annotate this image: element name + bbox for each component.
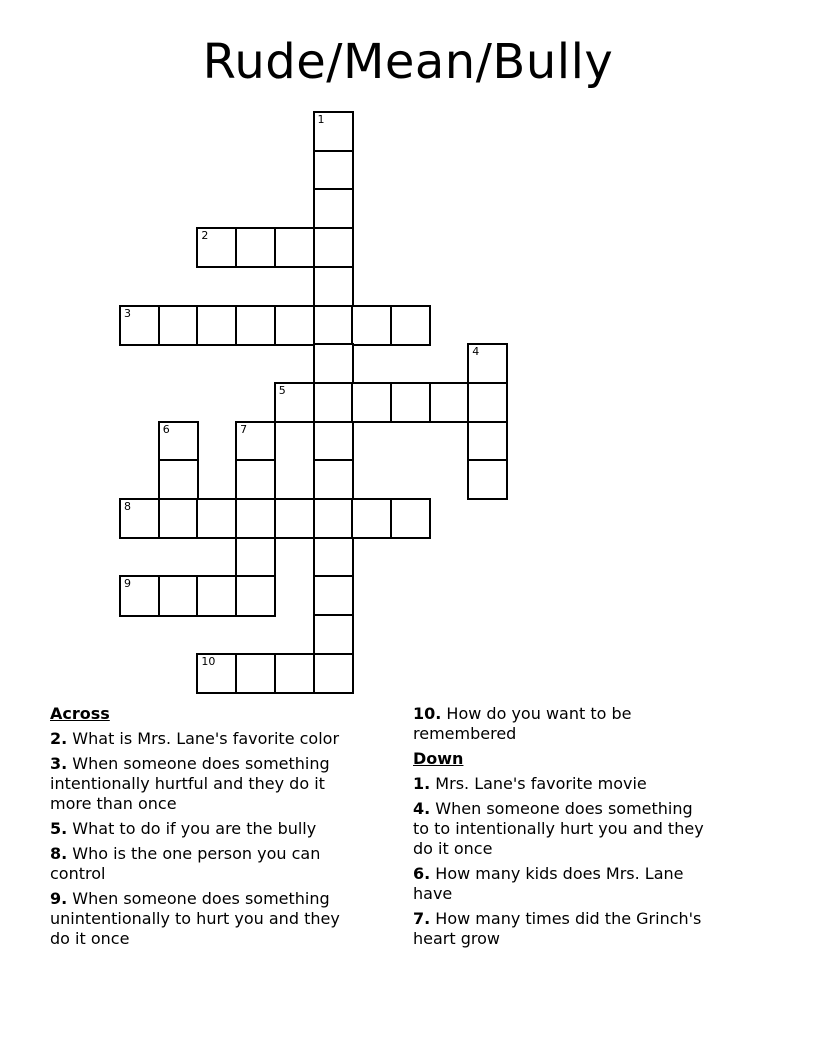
clue-line: remembered — [413, 724, 517, 743]
clue-line: do it once — [413, 839, 493, 858]
grid-cell[interactable] — [235, 227, 276, 268]
grid-cell[interactable] — [313, 498, 354, 539]
page-title: Rude/Mean/Bully — [202, 34, 614, 90]
grid-cell[interactable] — [235, 459, 276, 500]
clue-item — [50, 729, 400, 749]
clue-number: 8. — [50, 844, 68, 863]
cell-number: 8 — [124, 500, 131, 513]
grid-cell[interactable] — [390, 305, 431, 346]
grid-cell[interactable] — [390, 382, 431, 423]
grid-cell[interactable] — [158, 421, 199, 462]
cell-number: 4 — [472, 345, 480, 359]
clue-item — [413, 704, 763, 744]
grid-cell[interactable] — [274, 498, 315, 539]
grid-cell[interactable] — [196, 498, 237, 539]
cell-number: 1 — [317, 113, 325, 126]
grid-cell[interactable] — [313, 614, 354, 655]
clue-line: 10. How do you want to be — [413, 704, 632, 723]
clues-left-column — [50, 704, 400, 954]
grid-cell[interactable] — [467, 382, 508, 423]
grid-cell[interactable] — [158, 498, 199, 539]
grid-cell[interactable] — [119, 575, 160, 616]
grid-cell[interactable] — [313, 382, 354, 423]
across-clue-overflow-list — [413, 704, 763, 744]
clue-item — [50, 844, 400, 884]
cell-number: 6 — [162, 422, 170, 436]
grid-cell[interactable] — [313, 305, 354, 346]
grid-cell[interactable] — [196, 575, 237, 616]
grid-cell[interactable] — [158, 305, 199, 346]
grid-cell[interactable] — [235, 575, 276, 616]
clue-number: 1. — [413, 774, 431, 793]
clue-line: unintentionally to hurt you and they — [50, 909, 340, 928]
grid-cell[interactable] — [351, 382, 392, 423]
grid-cell[interactable] — [158, 459, 199, 500]
clue-number: 2. — [50, 729, 68, 748]
grid-cell[interactable] — [235, 653, 276, 694]
grid-cell[interactable] — [235, 537, 276, 578]
grid-cell[interactable] — [119, 305, 160, 346]
clue-number: 10. — [413, 704, 442, 723]
clue-number: 3. — [50, 754, 68, 773]
cell-number: 5 — [278, 383, 286, 397]
grid-cell[interactable] — [313, 111, 354, 152]
grid-cell[interactable] — [196, 227, 237, 268]
grid-cell[interactable] — [390, 498, 431, 539]
clue-number: 7. — [413, 909, 431, 928]
cell-number: 7 — [240, 422, 248, 436]
clue-line: 3. When someone does something — [50, 754, 330, 773]
down-clue-list — [413, 774, 763, 949]
clue-item — [413, 864, 763, 904]
down-header: Down — [413, 749, 464, 768]
clue-line: 1. Mrs. Lane's favorite movie — [413, 774, 647, 793]
clue-line: 6. How many kids does Mrs. Lane — [413, 864, 684, 883]
grid-cell[interactable] — [235, 498, 276, 539]
grid-cell[interactable] — [274, 653, 315, 694]
grid-cell[interactable] — [235, 421, 276, 462]
grid-cell[interactable] — [274, 382, 315, 423]
grid-cell[interactable] — [313, 266, 354, 307]
grid-cell[interactable] — [196, 653, 237, 694]
crossword-grid — [119, 111, 509, 694]
cell-number: 3 — [124, 306, 131, 320]
clue-item — [50, 819, 400, 839]
clue-item — [413, 909, 763, 949]
clue-line: 7. How many times did the Grinch's — [413, 909, 702, 928]
clue-item — [413, 774, 763, 794]
grid-cell[interactable] — [313, 653, 354, 694]
clue-line: heart grow — [413, 929, 500, 948]
clue-item — [413, 799, 763, 859]
grid-cell[interactable] — [274, 305, 315, 346]
cell-number: 2 — [201, 229, 209, 243]
cell-number: 10 — [201, 654, 216, 668]
grid-cell[interactable] — [313, 575, 354, 616]
grid-cell[interactable] — [196, 305, 237, 346]
grid-cell[interactable] — [274, 227, 315, 268]
grid-cell[interactable] — [467, 421, 508, 462]
clue-item — [50, 754, 400, 814]
clue-item — [50, 889, 400, 949]
clue-line: control — [50, 864, 106, 883]
clue-number: 9. — [50, 889, 68, 908]
clue-line: 9. When someone does something — [50, 889, 330, 908]
grid-cell[interactable] — [313, 343, 354, 384]
clue-line: 8. Who is the one person you can — [50, 844, 321, 863]
grid-cell[interactable] — [313, 150, 354, 191]
grid-cell[interactable] — [313, 188, 354, 229]
grid-cell[interactable] — [313, 227, 354, 268]
grid-cell[interactable] — [351, 305, 392, 346]
clue-line: more than once — [50, 794, 177, 813]
across-header: Across — [50, 704, 110, 723]
clue-number: 5. — [50, 819, 68, 838]
grid-cell[interactable] — [467, 459, 508, 500]
across-clue-list — [50, 729, 400, 949]
grid-cell[interactable] — [313, 421, 354, 462]
clue-line: have — [413, 884, 453, 903]
clue-number: 4. — [413, 799, 431, 818]
grid-cell[interactable] — [119, 498, 160, 539]
clues-right-column — [413, 704, 763, 954]
clue-line: 4. When someone does something — [413, 799, 693, 818]
cell-number: 9 — [124, 577, 131, 591]
grid-cell[interactable] — [429, 382, 470, 423]
clue-line: intentionally hurtful and they do it — [50, 774, 325, 793]
grid-cell[interactable] — [351, 498, 392, 539]
grid-cell[interactable] — [313, 537, 354, 578]
grid-cell[interactable] — [158, 575, 199, 616]
clue-line: do it once — [50, 929, 130, 948]
clue-line: to to intentionally hurt you and they — [413, 819, 704, 838]
clue-line: 2. What is Mrs. Lane's favorite color — [50, 729, 340, 748]
grid-cell[interactable] — [313, 459, 354, 500]
clue-number: 6. — [413, 864, 431, 883]
clue-line: 5. What to do if you are the bully — [50, 819, 317, 838]
grid-cell[interactable] — [235, 305, 276, 346]
grid-cell[interactable] — [467, 343, 508, 384]
